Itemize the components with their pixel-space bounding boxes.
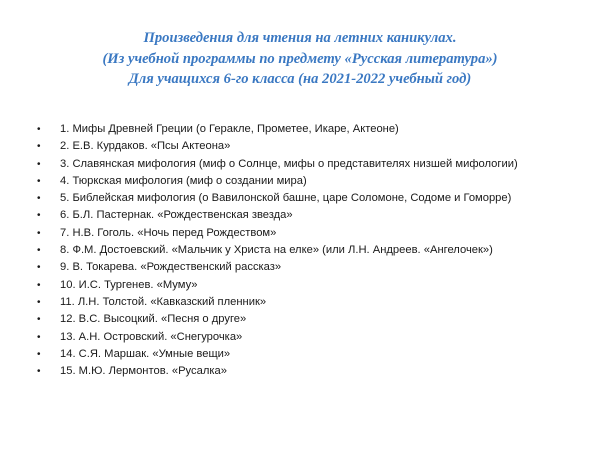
list-item-text: 12. В.С. Высоцкий. «Песня о друге» (60, 313, 247, 326)
list-item-text: 9. В. Токарева. «Рождественский рассказ» (60, 261, 282, 274)
bullet-icon: • (37, 227, 41, 239)
list-item-text: 5. Библейская мифология (о Вавилонской башне, царе Соломоне, Содоме и Гоморре) (60, 192, 512, 205)
slide-title (40, 28, 560, 90)
list-item-text: 11. Л.Н. Толстой. «Кавказский пленник» (60, 295, 267, 308)
list-item-text: 6. Б.Л. Пастернак. «Рождественская звезда» (60, 209, 293, 222)
list-item-text: 3. Славянская мифология (миф о Солнце, мифы о представителях низшей мифологии) (60, 157, 518, 170)
list-item-text: 14. С.Я. Маршак. «Умные вещи» (60, 347, 231, 360)
bullet-icon: • (37, 158, 41, 170)
bullet-icon: • (37, 141, 41, 153)
list-item-text: 4. Тюркская мифология (миф о создании мира) (60, 174, 307, 187)
bullet-icon: • (37, 124, 41, 135)
list-item-text: 15. М.Ю. Лермонтов. «Русалка» (60, 365, 227, 378)
bullet-icon: • (37, 296, 41, 308)
list-item-text: 2. Е.В. Курдаков. «Псы Актеона» (60, 140, 231, 153)
title-line-3: Для учащихся 6-го класса (на 2021-2022 учебный год) (128, 71, 472, 87)
bullet-icon: • (37, 210, 41, 222)
list-item-text: 7. Н.В. Гоголь. «Ночь перед Рождеством» (60, 226, 277, 239)
bullet-icon: • (37, 331, 41, 343)
bullet-icon: • (37, 262, 41, 274)
bullet-icon: • (37, 366, 41, 378)
title-line-2: (Из учебной программы по предмету «Русская литература») (102, 50, 498, 67)
list-item-text: 1. Мифы Древней Греции (о Геракле, Прометее, Икаре, Актеоне) (60, 123, 399, 135)
title-line-1: Произведения для чтения на летних каникулах. (143, 30, 457, 46)
list-item-text: 10. И.С. Тургенев. «Муму» (60, 278, 198, 291)
bullet-icon: • (37, 348, 41, 360)
bullet-icon: • (37, 193, 41, 205)
bullet-icon: • (37, 314, 41, 326)
bullet-icon: • (37, 175, 41, 187)
list-item-text: 13. А.Н. Островский. «Снегурочка» (60, 330, 243, 343)
list-item-text: 8. Ф.М. Достоевский. «Мальчик у Христа на елке» (или Л.Н. Андреев. «Ангелочек») (60, 244, 493, 257)
bullet-icon: • (37, 279, 41, 291)
bullet-icon: • (37, 245, 41, 257)
